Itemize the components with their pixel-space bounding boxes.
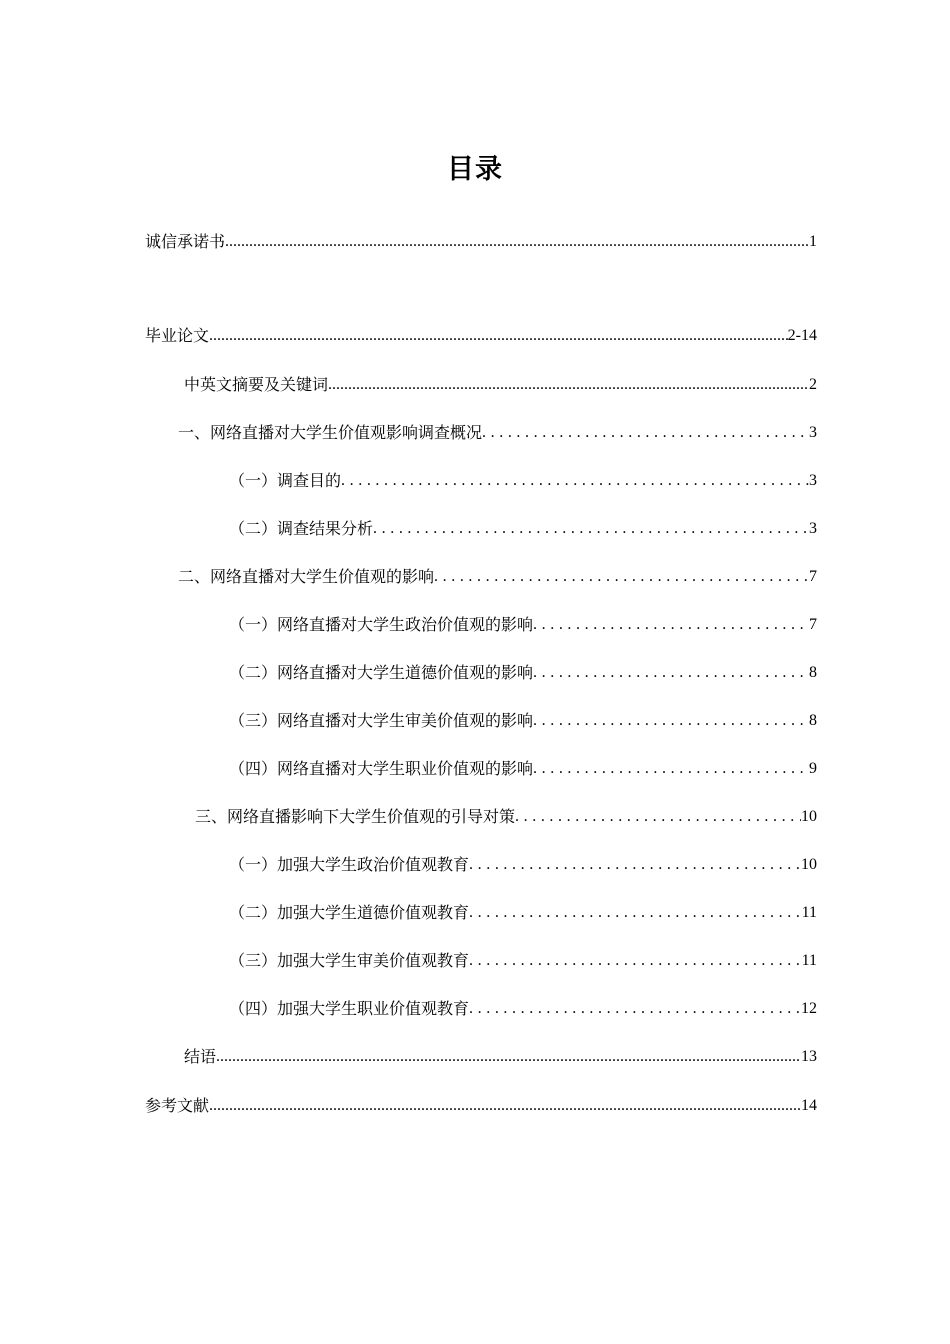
toc-entry-label: 毕业论文 [145,326,210,345]
toc-leader-dots [225,228,809,256]
toc-leader-dots [469,899,802,927]
toc-entry-page: 13 [801,1048,817,1065]
toc-entry-page: 2-14 [787,327,817,344]
toc-leader-dots [209,1092,801,1120]
toc-entry-label: 诚信承诺书 [145,232,226,251]
toc-entry-section-2-4[interactable] [229,755,817,783]
toc-entry-page: 12 [801,1000,817,1017]
toc-entry-page: 8 [809,664,817,681]
toc-entry-label: （四）网络直播对大学生职业价值观的影响 [229,759,534,778]
toc-entry-page: 10 [801,808,817,825]
toc-leader-dots [209,322,788,350]
toc-entry-label: （二）调查结果分析 [229,519,374,538]
toc-entry-section-2-2[interactable] [229,659,817,687]
toc-leader-dots [515,803,801,831]
toc-entry-section-3-1[interactable] [229,851,817,879]
toc-entry-label: （二）加强大学生道德价值观教育 [229,903,470,922]
toc-entry-label: （一）网络直播对大学生政治价值观的影响 [229,615,534,634]
toc-entry-page: 3 [809,520,817,537]
toc-leader-dots [469,947,802,975]
toc-entry-section-3-3[interactable] [229,947,817,975]
toc-entry-honesty-pledge[interactable] [145,228,817,256]
toc-entry-references[interactable] [145,1092,817,1120]
toc-entry-page: 7 [809,568,817,585]
toc-leader-dots [482,419,809,447]
toc-entry-section-3-4[interactable] [229,995,817,1023]
toc-entry-conclusion[interactable] [184,1043,817,1071]
toc-entry-thesis[interactable] [145,322,817,350]
toc-entry-label: 二、网络直播对大学生价值观的影响 [178,567,435,586]
toc-leader-dots [373,515,809,543]
toc-leader-dots [328,371,809,399]
toc-entry-label: （四）加强大学生职业价值观教育 [229,999,470,1018]
toc-entry-section-1-1[interactable] [229,467,817,495]
toc-entry-label: （一）加强大学生政治价值观教育 [229,855,470,874]
toc-entry-chapter-2[interactable] [178,563,817,591]
toc-entry-page: 2 [809,376,817,393]
toc-leader-dots [469,851,801,879]
toc-leader-dots [469,995,801,1023]
toc-entry-page: 3 [809,424,817,441]
toc-entry-page: 9 [809,760,817,777]
toc-entry-section-2-1[interactable] [229,611,817,639]
toc-entry-label: （二）网络直播对大学生道德价值观的影响 [229,663,534,682]
toc-leader-dots [533,611,809,639]
toc-entry-label: 三、网络直播影响下大学生价值观的引导对策 [195,807,516,826]
toc-entry-chapter-3[interactable] [195,803,817,831]
toc-entry-label: 结语 [184,1047,217,1066]
toc-leader-dots [341,467,809,495]
toc-entry-section-2-3[interactable] [229,707,817,735]
toc-leader-dots [533,707,809,735]
toc-entry-abstract[interactable] [184,371,817,399]
toc-leader-dots [434,563,809,591]
toc-leader-dots [533,659,809,687]
toc-entry-chapter-1[interactable] [178,419,817,447]
toc-entry-page: 1 [809,233,817,250]
toc-entry-label: 一、网络直播对大学生价值观影响调查概况 [178,423,483,442]
toc-entry-label: 参考文献 [145,1096,210,1115]
toc-entry-section-3-2[interactable] [229,899,817,927]
toc-entry-page: 11 [801,904,817,921]
toc-entry-page: 8 [809,712,817,729]
page-title: 目录 [447,154,503,185]
toc-entry-label: （一）调查目的 [229,471,342,490]
toc-leader-dots [533,755,809,783]
toc-entry-label: 中英文摘要及关键词 [184,375,329,394]
toc-entry-page: 14 [801,1097,817,1114]
toc-entry-page: 3 [809,472,817,489]
toc-entry-page: 10 [801,856,817,873]
toc-entry-label: （三）网络直播对大学生审美价值观的影响 [229,711,534,730]
toc-leader-dots [216,1043,801,1071]
toc-entry-page: 7 [809,616,817,633]
toc-entry-page: 11 [801,952,817,969]
toc-entry-label: （三）加强大学生审美价值观教育 [229,951,470,970]
toc-entry-section-1-2[interactable] [229,515,817,543]
